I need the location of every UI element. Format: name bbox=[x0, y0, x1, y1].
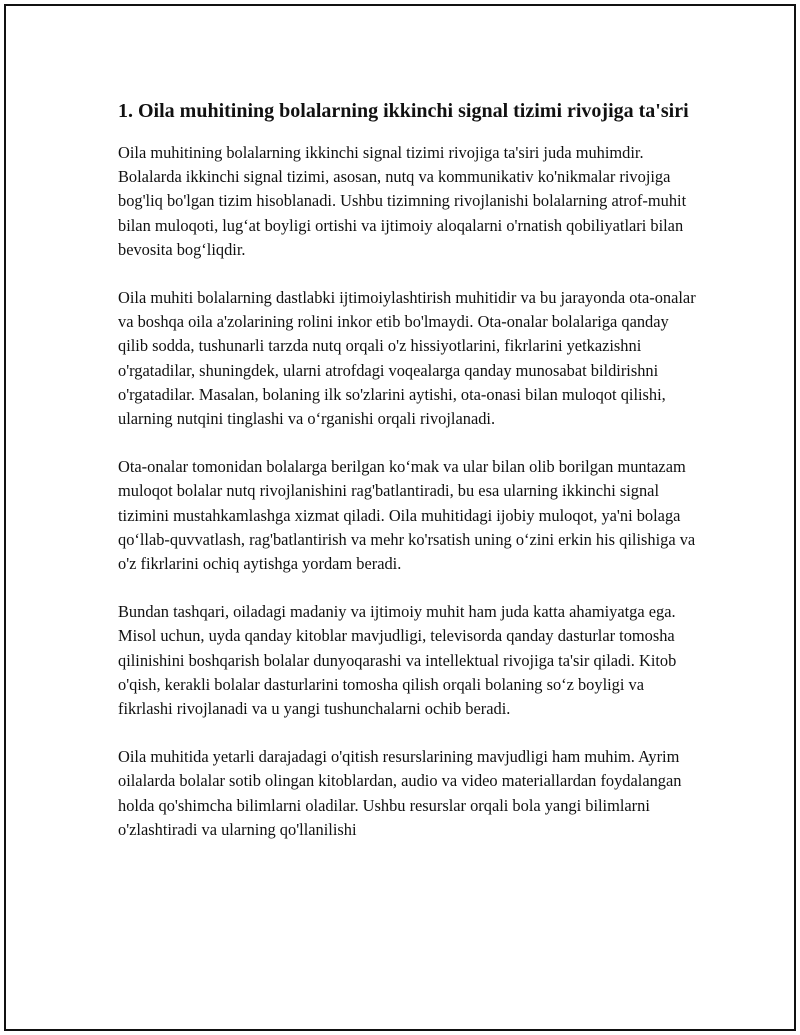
paragraph: Oila muhitining bolalarning ikkinchi signal tizimi rivojiga ta'siri juda muhimdir. Bolalarda ikkinchi signal tizimi, asosan, nutq va kommunikativ ko'nikmalar rivojiga bog'liq bo'lgan tizim hisoblanadi. Ushbu tizimning rivojlanishi bolalarning atrof-muhit bilan muloqoti, lug‘at boyligi ortishi va ijtimoiy aloqalarni o'rnatish qobiliyatlari bilan bevosita bog‘liqdir. bbox=[118, 143, 687, 259]
paragraph: Bundan tashqari, oiladagi madaniy va ijtimoiy muhit ham juda katta ahamiyatga ega. Misol uchun, uyda qanday kitoblar mavjudligi, televisorda qanday dasturlar tomosha qilinishini boshqarish bolalar dunyoqarashi va intellektual rivojiga ta'sir qiladi. Kitob o'qish, kerakli bolalar dasturlarini tomosha qilish orqali bolaning so‘z boyligi va fikrlashi rivojlanadi va u yangi tushunchalarni ochib beradi. bbox=[118, 602, 677, 719]
document-body bbox=[118, 98, 698, 866]
page bbox=[4, 4, 796, 1031]
paragraph: Oila muhitida yetarli darajadagi o'qitish resurslarining mavjudligi ham muhim. Ayrim oilalarda bolalar sotib olingan kitoblardan, audio va video materiallardan foydalangan holda qo'shimcha bilimlarni oladilar. Ushbu resurslar orqali bola yangi bilimlarni o'zlashtiradi va ularning qo'llanilishi bbox=[118, 747, 682, 839]
section-heading: 1. Oila muhitining bolalarning ikkinchi signal tizimi rivojiga ta'siri bbox=[118, 100, 689, 122]
paragraph: Ota-onalar tomonidan bolalarga berilgan ko‘mak va ular bilan olib borilgan muntazam muloqot bolalar nutq rivojlanishini rag'batlantiradi, bu esa ularning ikkinchi signal tizimini mustahkamlashga xizmat qiladi. Oila muhitidagi ijobiy muloqot, ya'ni bolaga qo‘llab-quvvatlash, rag'batlantirish va mehr ko'rsatish uning o‘zini erkin his qilishiga va o'z fikrlarini ochiq aytishga yordam beradi. bbox=[118, 457, 696, 574]
paragraph: Oila muhiti bolalarning dastlabki ijtimoiylashtirish muhitidir va bu jarayonda ota-onalar va boshqa oila a'zolarining rolini inkor etib bo'lmaydi. Ota-onalar bolalariga qanday qilib sodda, tushunarli tarzda nutq orqali o'z hissiyotlarini, fikrlarini yetkazishni o'rgatadilar, shuningdek, ularni atrofdagi voqealarga qanday munosabat bildirishni o'rgatadilar. Masalan, bolaning ilk so'zlarini aytishi, ota-onasi bilan muloqot qilishi, ularning nutqini tinglashi va o‘rganishi orqali rivojlanadi. bbox=[118, 288, 696, 429]
